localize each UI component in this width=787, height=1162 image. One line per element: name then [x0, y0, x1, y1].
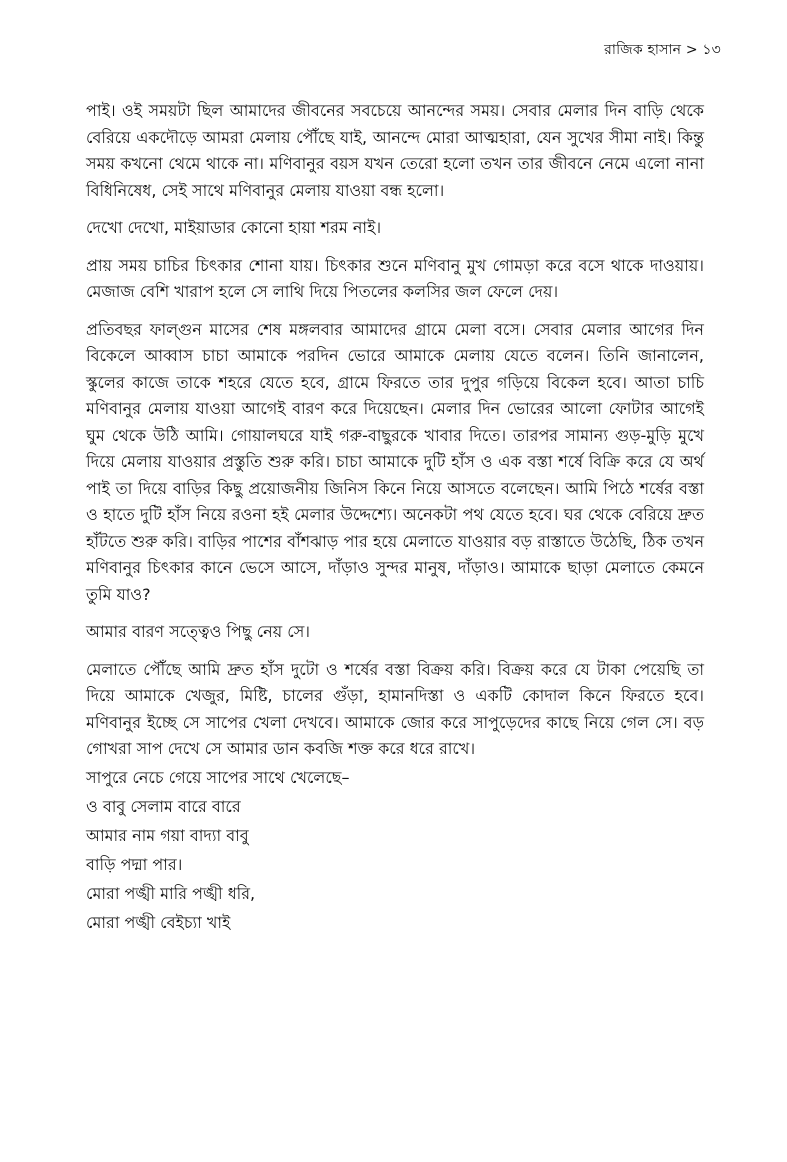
verse-line: বাড়ি পদ্মা পার। [86, 854, 183, 874]
paragraph: প্রায় সময় চাচির চিৎকার শোনা যায়। চিৎকার শুনে মণিবানু মুখ গোমড়া করে বসে থাকে দাওয়ায়। মেজাজ বেশি খারাপ হলে সে লাথি দিয়ে পিতলের কলসির জল ফেলে দেয়। [86, 255, 704, 301]
paragraph: আমার বারণ সত্ত্বেও পিছু নেয় সে। [86, 622, 310, 641]
paragraph: প্রতিবছর ফাল্গুন মাসের শেষ মঙ্গলবার আমাদের গ্রামে মেলা বসে। সেবার মেলার আগের দিন বিকেলে আব্বাস চাচা আমাকে পরদিন ভোরে আমাকে মেলায় যেতে বলেন। তিনি জানালেন, স্কুলের কাজে তাকে শহরে যেতে হবে, গ্রামে ফিরতে তার দুপুর গড়িয়ে বিকেল হবে। আতা চাচি মণিবানুর মেলায় যাওয়া আগেই বারণ করে দিয়েছেন। মেলার দিন ভোরের আলো ফোটার আগেই ঘুম থেকে উঠি আমি। গোয়ালঘরে যাই গরু-বাছুরকে খাবার দিতে। তারপর সামান্য গুড়-মুড়ি মুখে দিয়ে মেলায় যাওয়ার প্রস্তুতি শুরু করি। চাচা আমাকে দুটি হাঁস ও এক বস্তা শর্ষে বিক্রি করে যে অর্থ পাই তা দিয়ে বাড়ির কিছু প্রয়োজনীয় জিনিস কিনে নিয়ে আসতে বলেছেন। আমি পিঠে শর্ষের বস্তা ও হাতে দুটি হাঁস নিয়ে রওনা হই মেলার উদ্দেশ্যে। অনেকটা পথ যেতে হবে। ঘর থেকে বেরিয়ে দ্রুত হাঁটতে শুরু করি। বাড়ির পাশের বাঁশঝাড় পার হয়ে মেলাতে যাওয়ার বড় রাস্তাতে উঠেছি, ঠিক তখন মণিবানুর চিৎকার কানে ভেসে আসে, দাঁড়াও সুন্দর মানুষ, দাঁড়াও। আমাকে ছাড়া মেলাতে কেমনে তুমি যাও? [86, 319, 704, 604]
verse-line: মোরা পঙ্খী মারি পঙ্খী ধরি, [86, 883, 256, 903]
body-text [86, 98, 704, 937]
verse-line: ও বাবু সেলাম বারে বারে [86, 796, 241, 816]
paragraph: মেলাতে পৌঁছে আমি দ্রুত হাঁস দুটো ও শর্ষের বস্তা বিক্রয় করি। বিক্রয় করে যে টাকা পেয়েছি তা দিয়ে আমাকে খেজুর, মিষ্টি, চালের গুঁড়া, হামানদিস্তা ও একটি কোদাল কিনে ফিরতে হবে। মণিবানুর ইচ্ছে সে সাপের খেলা দেখবে। আমাকে জোর করে সাপুড়েদের কাছে নিয়ে গেল সে। বড় গোখরা সাপ দেখে সে আমার ডান কবজি শক্ত করে ধরে রাখে। [86, 659, 704, 758]
song-verse [86, 763, 704, 937]
running-head: রাজিক হাসান > ১৩ [604, 42, 721, 58]
paragraph: পাই। ওই সময়টা ছিল আমাদের জীবনের সবচেয়ে আনন্দের সময়। সেবার মেলার দিন বাড়ি থেকে বেরিয়ে একদৌড়ে আমরা মেলায় পৌঁছে যাই, আনন্দে মোরা আত্মহারা, যেন সুখের সীমা নাই। কিন্তু সময় কখনো থেমে থাকে না। মণিবানুর বয়স যখন তেরো হলো তখন তার জীবনে নেমে এলো নানা বিধিনিষেধ, সেই সাথে মণিবানুর মেলায় যাওয়া বন্ধ হলো। [86, 101, 704, 200]
verse-line: আমার নাম গয়া বাদ্যা বাবু [86, 825, 249, 845]
verse-line: সাপুরে নেচে গেয়ে সাপের সাথে খেলেছে– [86, 767, 350, 787]
dialogue-line: দেখো দেখো, মাইয়াডার কোনো হায়া শরম নাই। [86, 218, 382, 237]
verse-line: মোরা পঙ্খী বেইচ্যা খাই [86, 912, 231, 932]
